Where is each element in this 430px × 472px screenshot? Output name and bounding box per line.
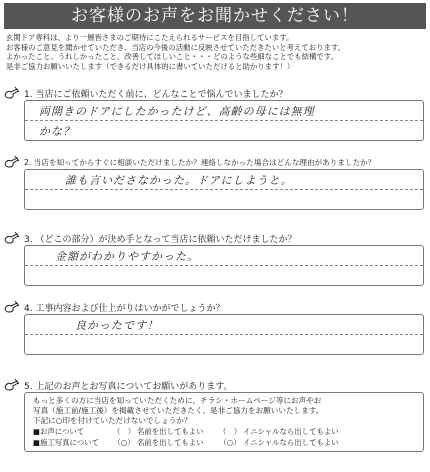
intro-line: よかったこと、うれしかったこと、改善してほしいこと・・・どのような些細なことでも結構です。 xyxy=(6,52,338,62)
permission-option: 名前を出してもよい xyxy=(137,438,204,447)
question-label: 3. （どこの部分）が決め手となって当店に依頼いただけましたか？ xyxy=(24,234,297,245)
permission-mark[interactable]: （○） xyxy=(113,438,135,447)
question-label: 2. 当店を知ってからすぐに相談いただけましたか？連絡しなかった場合はどんな理由がありましたか？ xyxy=(24,157,376,167)
handwritten-answer: 金額がわかりやすかった。 xyxy=(55,250,199,263)
banner-title: お客様のお声をお聞かせください！ xyxy=(71,6,359,26)
intro-line: お客様のご意見を聞かせていただき、当店の今後の活動に反映させていただきたいと考えております。 xyxy=(6,42,346,52)
permission-option: イニシャルなら出してもよい xyxy=(243,427,339,436)
answer-box xyxy=(24,245,424,286)
question-label: 5. 上記のお声とお写真についてお願いがあります。 xyxy=(24,381,233,392)
answer-box xyxy=(24,100,424,141)
permission-mark[interactable]: （○） xyxy=(219,438,241,447)
question-5 xyxy=(4,378,428,452)
q5-line: 写真（施工前/施工後）を掲載させていただきたく、是非ご協力をお願いいたします。 xyxy=(33,406,324,415)
permission-option: 名前を出してもよい xyxy=(137,427,204,436)
permission-row-voice xyxy=(33,426,415,437)
pointing-hand-pen-icon xyxy=(4,155,20,169)
q5-line: 下記に○印を付けていただけないでしょうか？ xyxy=(33,416,192,425)
question-label: 1. 当店にご依頼いただく前に、どんなことで悩んでいましたか？ xyxy=(24,89,288,100)
handwritten-answer: 誰も言いださなかった。ドアにしようと。 xyxy=(65,174,293,187)
pointing-hand-pen-icon xyxy=(4,300,20,314)
pointing-hand-pen-icon xyxy=(4,231,20,245)
intro-line: 玄関ドア専科は、より一層皆さまのご期待にこたえられるサービスを目指しています。 xyxy=(6,33,294,42)
permission-label: ■施工写真について xyxy=(33,438,99,447)
question-2 xyxy=(4,155,428,210)
answer-box xyxy=(24,169,424,210)
question-4 xyxy=(4,300,428,355)
permission-option: イニシャルなら出してもよい xyxy=(243,438,339,447)
intro-text xyxy=(6,33,426,71)
pointing-hand-pen-icon xyxy=(4,86,20,100)
q5-line: もっと多くの方に当店を知っていただくために、チラシ・ホームページ等にお声やお xyxy=(33,396,322,405)
permission-box xyxy=(24,392,424,452)
permission-label: ■お声について xyxy=(33,427,85,436)
permission-mark[interactable]: （ ） xyxy=(112,427,136,436)
intro-line: 是非ご協力お願いいたします（できるだけ具体的に書いていただけると助かります！） xyxy=(6,61,295,71)
page-banner xyxy=(4,3,426,29)
handwritten-answer: かな？ xyxy=(39,125,75,138)
pointing-hand-pen-icon xyxy=(4,378,20,392)
permission-row-photo xyxy=(33,437,415,448)
question-1 xyxy=(4,86,428,141)
handwritten-answer: 両開きのドアにしたかったけど、高齢の母には無理 xyxy=(39,105,315,118)
question-label: 4. 工事内容および仕上がりはいかがでしょうか？ xyxy=(24,303,225,314)
permission-mark[interactable]: （ ） xyxy=(218,427,242,436)
answer-box xyxy=(24,314,424,355)
question-3 xyxy=(4,231,428,286)
handwritten-answer: 良かったです！ xyxy=(75,319,159,332)
